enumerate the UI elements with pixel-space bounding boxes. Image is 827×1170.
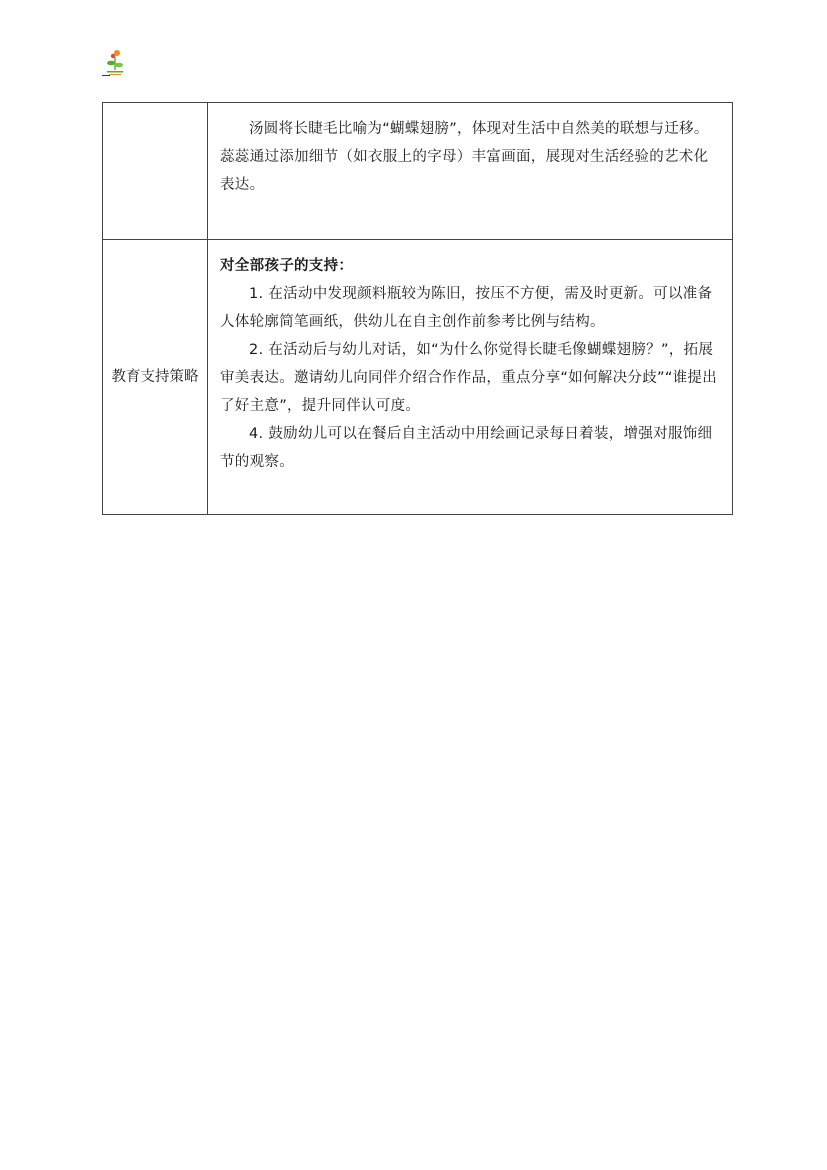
support-item-4: 4. 鼓励幼儿可以在餐后自主活动中用绘画记录每日着装，增强对服饰细节的观察。 — [220, 426, 713, 470]
observation-record-table — [102, 102, 733, 515]
header-underline — [102, 75, 110, 76]
support-item-2: 2. 在活动后与幼儿对话，如“为什么你觉得长睫毛像蝴蝶翅膀？”，拓展审美表达。邀请幼儿向同伴介绍合作作品，重点分享“如何解决分歧”“谁提出了好主意”，提升同伴认可度。 — [220, 342, 718, 414]
analysis-content-cell — [208, 103, 733, 240]
table-row-analysis — [103, 103, 733, 240]
support-item-1: 1. 在活动中发现颜料瓶较为陈旧，按压不方便，需及时更新。可以准备人体轮廓简笔画纸，供幼儿在自主创作前参考比例与结构。 — [220, 286, 713, 330]
support-strategy-label: 教育支持策略 — [111, 369, 199, 385]
row-label-support-strategy — [103, 240, 208, 515]
row-label-empty — [103, 103, 208, 240]
kindergarten-flower-logo-icon — [104, 48, 126, 78]
support-content-cell — [208, 240, 733, 515]
table-row-support-strategy — [103, 240, 733, 515]
analysis-paragraph: 汤圆将长睫毛比喻为“蝴蝶翅膀”，体现对生活中自然美的联想与迁移。蕊蕊通过添加细节（如衣服上的字母）丰富画面，展现对生活经验的艺术化表达。 — [220, 121, 709, 193]
support-heading: 对全部孩子的支持： — [220, 258, 354, 274]
